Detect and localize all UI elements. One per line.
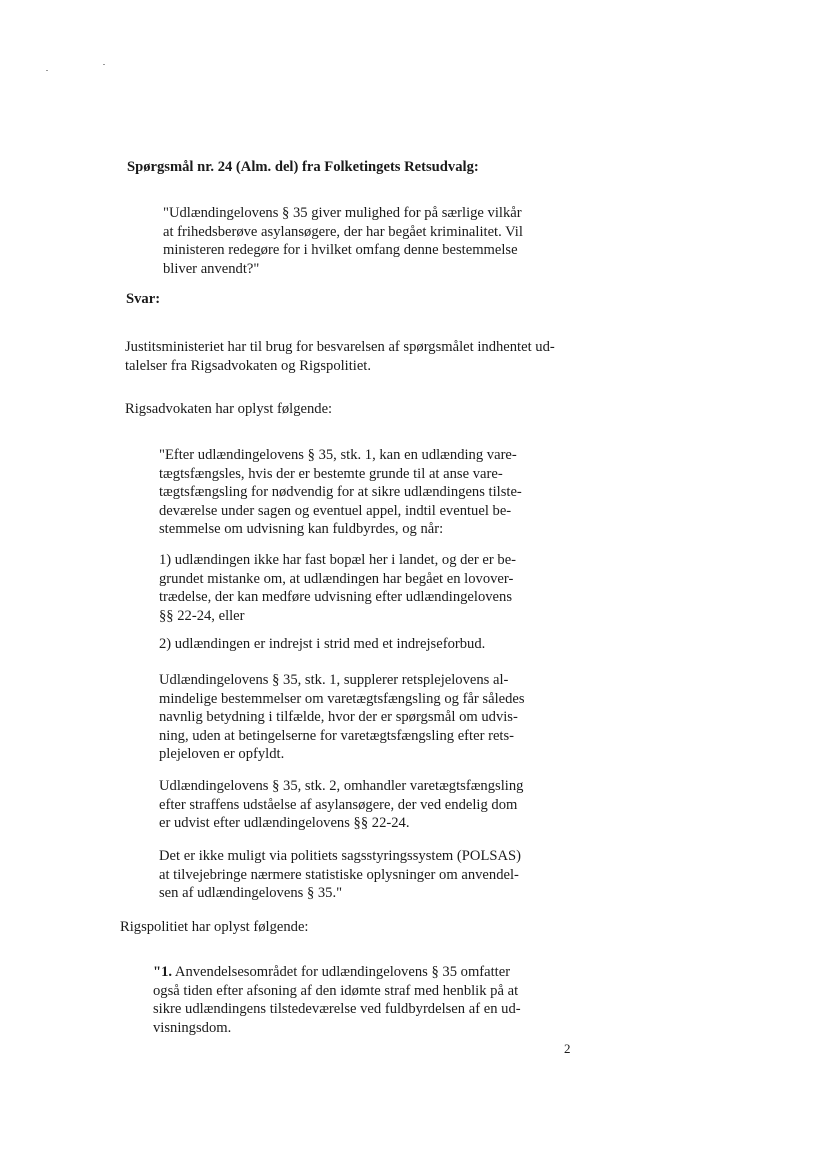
rigsadvokaten-quote-paragraph: "Efter udlændingelovens § 35, stk. 1, kan en udlænding vare- tægtsfængsles, hvis der er bestemte grunde til at anse vare- tægtsfængsling for nødvendig for at sikre udlændingens tilste- deværelse under sagen og eventuel appel, indtil eventuel be- stemmelse om udvisning kan fuldbyrdes, og når: xyxy=(159,447,522,538)
intro-paragraph: Justitsministeriet har til brug for besvarelsen af spørgsmålet indhentet ud- talelser fra Rigsadvokaten og Rigspolitiet. xyxy=(125,339,555,374)
rigsadvokaten-quote-paragraph: Udlændingelovens § 35, stk. 1, supplerer retsplejelovens al- mindelige bestemmelser om varetægtsfængsling og får således navnlig betydning i tilfælde, hvor der er spørgsmål om udvis- ning, uden at betingelserne for varetægtsfængsling efter rets- plejeloven er opfyldt. xyxy=(159,672,525,763)
rigsadvokaten-quote-paragraph: 2) udlændingen er indrejst i strid med et indrejseforbud. xyxy=(159,636,486,652)
scan-speck xyxy=(103,64,105,65)
rigsadvokaten-quote-paragraph: Udlændingelovens § 35, stk. 2, omhandler varetægtsfængsling efter straffens udståelse af asylansøgere, der ved endelig dom er udvist efter udlændingelovens §§ 22-24. xyxy=(159,778,524,832)
quote-point-number: "1. xyxy=(153,964,173,980)
page-number: 2 xyxy=(564,1041,571,1056)
rigsadvokaten-lead: Rigsadvokaten har oplyst følgende: xyxy=(125,401,333,417)
answer-heading: Svar: xyxy=(126,291,161,307)
scan-speck xyxy=(46,70,48,71)
rigspolitiet-lead: Rigspolitiet har oplyst følgende: xyxy=(120,919,309,935)
rigspolitiet-quote-paragraph xyxy=(153,963,546,1037)
rigsadvokaten-quote-paragraph: Det er ikke muligt via politiets sagsstyringssystem (POLSAS) at tilvejebringe nærmere statistiske oplysninger om anvendel- sen af udlændingelovens § 35." xyxy=(159,848,521,902)
question-quote: "Udlændingelovens § 35 giver mulighed for på særlige vilkår at frihedsberøve asylansøgere, der har begået kriminalitet. Vil ministeren redegøre for i hvilket omfang denne bestemmelse bliver anvendt?" xyxy=(163,205,523,277)
rigsadvokaten-quote-paragraph: 1) udlændingen ikke har fast bopæl her i landet, og der er be- grundet mistanke om, at udlændingen har begået en lovover- trædelse, der kan medføre udvisning efter udlændingelovens §§ 22-24, eller xyxy=(159,552,517,624)
quote-point-text: Anvendelsesområdet for udlændingelovens § 35 omfatter også tiden efter afsoning af den idømte straf med henblik på at sikre udlændingens tilstedeværelse ved fuldbyrdelsen af en ud- visningsdom. xyxy=(153,964,521,1036)
question-heading: Spørgsmål nr. 24 (Alm. del) fra Folketingets Retsudvalg: xyxy=(127,159,479,175)
